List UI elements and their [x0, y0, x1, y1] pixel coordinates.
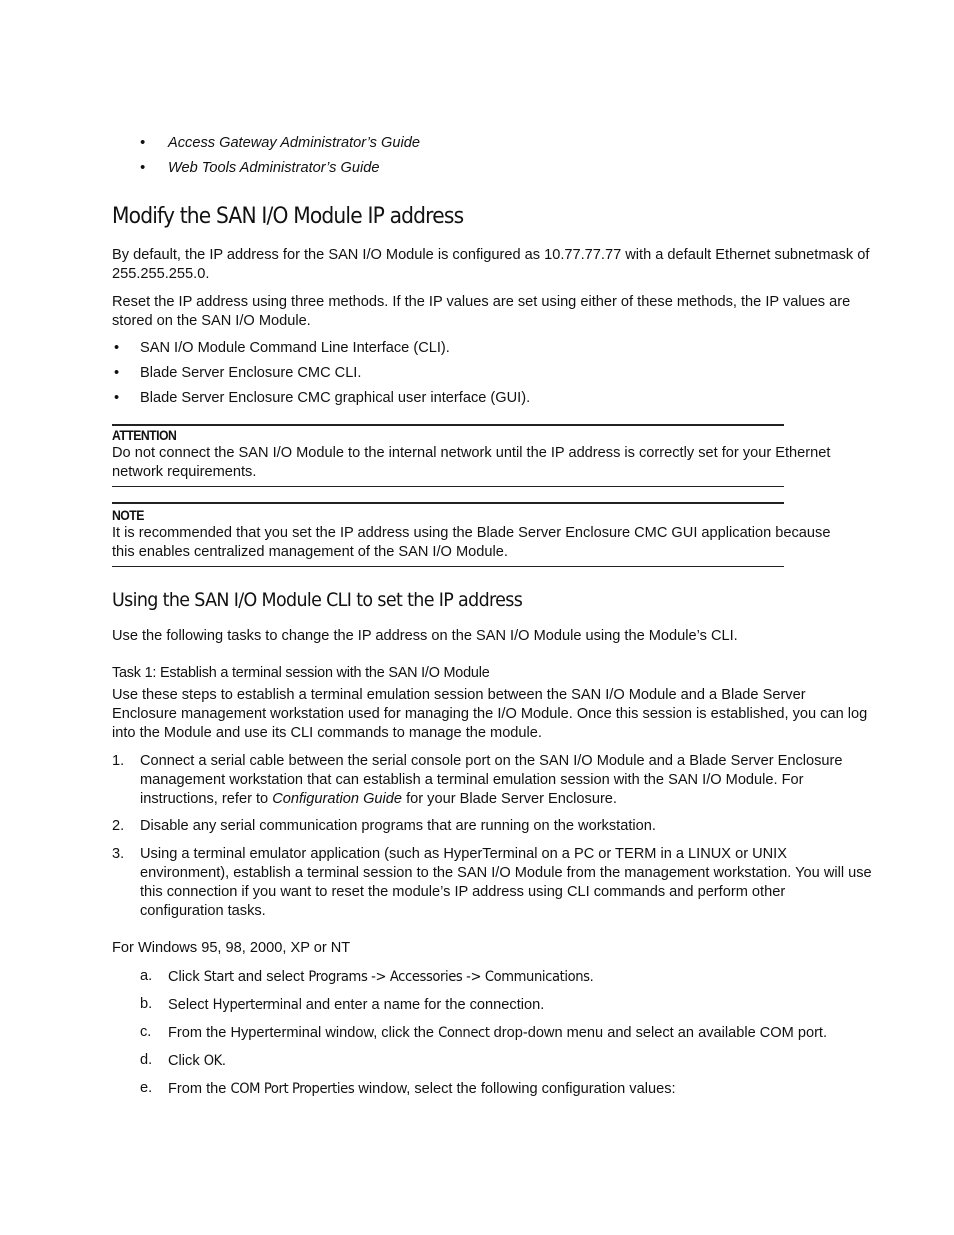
callout-divider	[112, 424, 784, 426]
substep-text	[168, 1023, 827, 1043]
guide-reference: Configuration Guide	[272, 791, 403, 807]
paragraph: Reset the IP address using three methods. If the IP values are set using either of these methods, the IP values are stored on the SAN I/O Module.	[112, 294, 851, 329]
substep-letter: a.	[140, 968, 153, 984]
task-heading: Task 1: Establish a terminal session with the SAN I/O Module	[112, 665, 490, 681]
step-number: 3.	[112, 846, 125, 862]
os-label: For Windows 95, 98, 2000, XP or NT	[112, 940, 351, 956]
substep-text-part: Select	[168, 997, 213, 1013]
substep-text-part: and select	[233, 969, 309, 985]
step-text-part: for your Blade Server Enclosure.	[402, 791, 617, 807]
substep-text-part: drop-down menu and select an available COM port.	[489, 1025, 828, 1041]
step-text: Disable any serial communication programs that are running on the workstation.	[140, 818, 656, 834]
step-text	[140, 752, 872, 809]
ui-term: Programs -> Accessories -> Communications	[308, 968, 590, 985]
substep-letter: b.	[140, 996, 153, 1012]
attention-label: ATTENTION	[112, 428, 177, 443]
list-item-text: Blade Server Enclosure CMC CLI.	[140, 365, 362, 381]
substep-letter: c.	[140, 1024, 152, 1040]
paragraph: By default, the IP address for the SAN I/O Module is configured as 10.77.77.77 with a default Ethernet subnetmask of 255.255.255.0.	[112, 247, 870, 282]
callout-divider	[112, 566, 784, 567]
substep-text-part: window, select the following configuration values:	[354, 1081, 676, 1097]
step-text-part: Connect a serial cable between the serial console port on the SAN I/O Module and a Blade Server Enclosure management workstation that can establish a terminal emulation session with the SAN I/O Module. For instructions, refer to	[140, 753, 843, 807]
substep-text-part: Click	[168, 1053, 204, 1069]
substep-text-part: and enter a name for the connection.	[301, 997, 545, 1013]
bullet-icon: •	[114, 390, 120, 406]
attention-text: Do not connect the SAN I/O Module to the internal network until the IP address is correctly set for your Ethernet network requirements.	[112, 445, 831, 480]
step-number: 1.	[112, 753, 125, 769]
substep-text-part: From the Hyperterminal window, click the	[168, 1025, 439, 1041]
step-number: 2.	[112, 818, 125, 834]
paragraph: Use the following tasks to change the IP address on the SAN I/O Module using the Module’s CLI.	[112, 628, 738, 644]
ui-term: COM Port Properties	[230, 1080, 355, 1097]
note-text: It is recommended that you set the IP address using the Blade Server Enclosure CMC GUI application because this enables centralized management of the SAN I/O Module.	[112, 525, 831, 560]
substep-text	[168, 967, 594, 987]
list-item-text: Access Gateway Administrator’s Guide	[168, 135, 420, 151]
substep-letter: d.	[140, 1052, 153, 1068]
ui-term: Start	[203, 968, 234, 985]
bullet-icon: •	[114, 340, 120, 356]
note-label: NOTE	[112, 508, 144, 523]
bullet-icon: •	[114, 365, 120, 381]
substep-text	[168, 1079, 676, 1099]
list-item-text: Web Tools Administrator’s Guide	[168, 160, 380, 176]
substep-text-part: Click	[168, 969, 204, 985]
substep-text-part: From the	[168, 1081, 231, 1097]
bullet-icon: •	[140, 135, 146, 151]
step-text: Using a terminal emulator application (such as HyperTerminal on a PC or TERM in a LINUX or UNIX environment), establish a terminal session to the SAN I/O Module from the management workstation. You will use this connection if you want to reset the module’s IP address using CLI commands and perform other configuration tasks.	[140, 846, 872, 919]
subsection-heading: Using the SAN I/O Module CLI to set the IP address	[112, 589, 523, 611]
bullet-icon: •	[140, 160, 146, 176]
substep-text	[168, 1051, 226, 1071]
callout-divider	[112, 486, 784, 487]
ui-term: Hyperterminal	[212, 996, 302, 1013]
callout-divider	[112, 502, 784, 504]
ui-term: Connect	[438, 1024, 490, 1041]
list-item-text: SAN I/O Module Command Line Interface (CLI).	[140, 340, 450, 356]
section-heading: Modify the SAN I/O Module IP address	[112, 204, 464, 229]
paragraph: Use these steps to establish a terminal emulation session between the SAN I/O Module and a Blade Server Enclosure management workstation used for managing the I/O Module. Once this session is established, you can log into the Module and use its CLI commands to manage the module.	[112, 687, 868, 741]
ui-term: OK	[203, 1052, 222, 1069]
substep-text-part: .	[221, 1053, 226, 1069]
substep-text	[168, 995, 544, 1015]
list-item-text: Blade Server Enclosure CMC graphical user interface (GUI).	[140, 390, 531, 406]
substep-letter: e.	[140, 1080, 153, 1096]
substep-text-part: .	[589, 969, 594, 985]
